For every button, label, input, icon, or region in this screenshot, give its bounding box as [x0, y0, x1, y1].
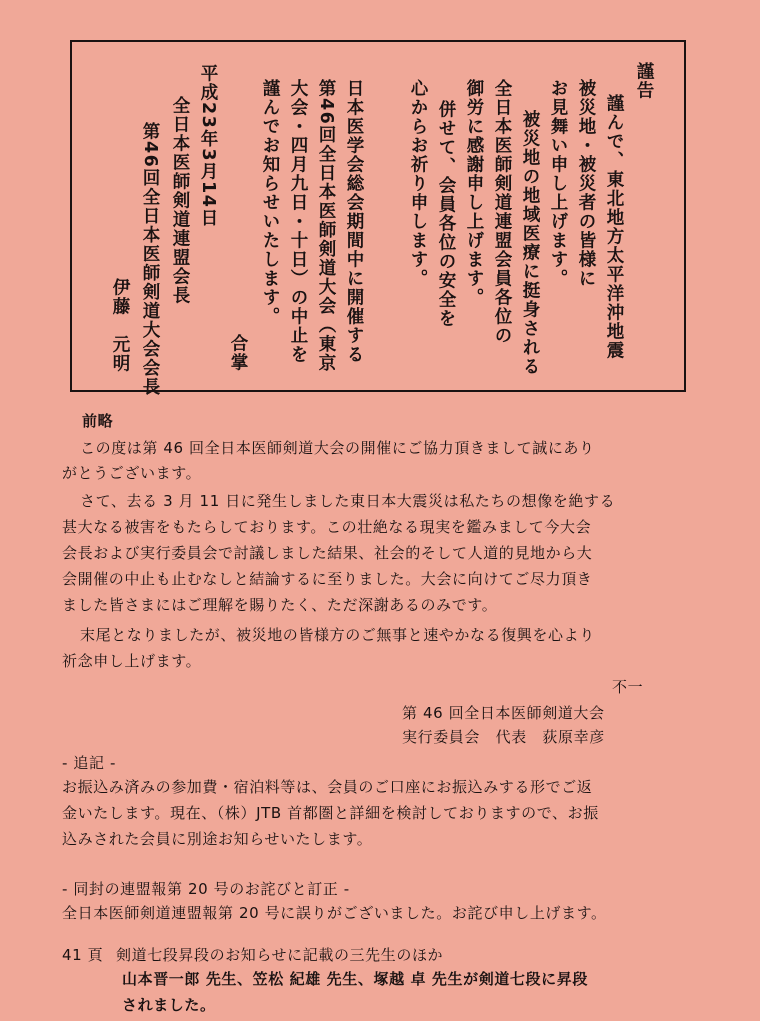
notice-line: 大会・四月九日・十日）の中止を	[288, 79, 308, 364]
notice-line: 被災地・被災者の皆様に	[576, 79, 596, 288]
notice-line: 心からお祈り申します。	[408, 79, 428, 288]
letter-line: 甚大なる被害をもたらしております。この壮絶なる現実を鑑みまして今大会	[62, 518, 592, 536]
letter-line: がとうございます。	[62, 464, 202, 482]
notice-closing: 合掌	[228, 334, 248, 372]
letter-line: ました皆さまにはご理解を賜りたく、ただ深謝あるのみです。	[62, 596, 498, 614]
notice-date: 平成23年3月14日	[198, 64, 218, 228]
letter-greeting: 前略	[82, 412, 114, 430]
notice-line: 謹んでお知らせいたします。	[260, 79, 280, 326]
notice-tournament-president: 第46回全日本医師剣道大会会長	[140, 122, 160, 397]
correction-item: 剣道七段昇段のお知らせに記載の三先生のほか	[116, 946, 444, 964]
letter-line: 末尾となりましたが、被災地の皆様方のご無事と速やかなる復興を心より	[80, 626, 595, 644]
notice-line: 全日本医師剣道連盟会員各位の	[492, 79, 512, 345]
correction-line: 全日本医師剣道連盟報第 20 号に誤りがございました。お詫び申し上げます。	[62, 904, 607, 922]
notice-line: 併せて、会員各位の安全を	[436, 100, 456, 328]
letter-signature-org: 第 46 回全日本医師剣道大会	[402, 704, 605, 722]
notice-org-president: 全日本医師剣道連盟会長	[170, 96, 190, 305]
letter-line: 会長および実行委員会で討議しました結果、社会的そして人道的見地から大	[62, 544, 593, 562]
letter-closing: 不一	[612, 678, 644, 696]
correction-detail: されました。	[122, 996, 216, 1014]
notice-line: 御労に感謝申し上げます。	[464, 79, 484, 307]
letter-line: 祈念申し上げます。	[62, 652, 202, 670]
addendum-heading: - 追記 -	[62, 754, 116, 772]
notice-box	[70, 40, 686, 397]
correction-detail: 山本晋一郎 先生、笠松 紀雄 先生、塚越 卓 先生が剣道七段に昇段	[122, 970, 588, 988]
letter-signature-name: 実行委員会 代表 荻原幸彦	[402, 728, 605, 746]
notice-line: 被災地の地域医療に挺身される	[520, 110, 540, 376]
notice-line: 謹んで、東北地方太平洋沖地震	[604, 94, 624, 360]
correction-heading: - 同封の連盟報第 20 号のお詫びと訂正 -	[62, 880, 350, 898]
notice-line: お見舞い申し上げます。	[548, 79, 568, 288]
notice-line: 第46回全日本医師剣道大会（東京	[316, 79, 336, 373]
correction-page: 41 頁	[62, 946, 104, 964]
notice-line: 日本医学会総会期間中に開催する	[344, 79, 364, 364]
addendum-line: 金いたします。現在、（株）JTB 首都圏と詳細を検討しておりますので、お振	[62, 804, 599, 822]
letter-line: 会開催の中止も止むなしと結論するに至りました。大会に向けてご尽力頂き	[62, 570, 593, 588]
notice-signer: 伊藤 元明	[110, 278, 130, 373]
addendum-line: 込みされた会員に別途お知らせいたします。	[62, 830, 373, 848]
addendum-line: お振込み済みの参加費・宿泊料等は、会員のご口座にお振込みする形でご返	[62, 778, 593, 796]
letter-line: この度は第 46 回全日本医師剣道大会の開催にご協力頂きまして誠にあり	[80, 439, 595, 457]
letter-line: さて、去る 3 月 11 日に発生しました東日本大震災は私たちの想像を絶する	[80, 492, 616, 510]
notice-title: 謹告	[634, 62, 654, 100]
